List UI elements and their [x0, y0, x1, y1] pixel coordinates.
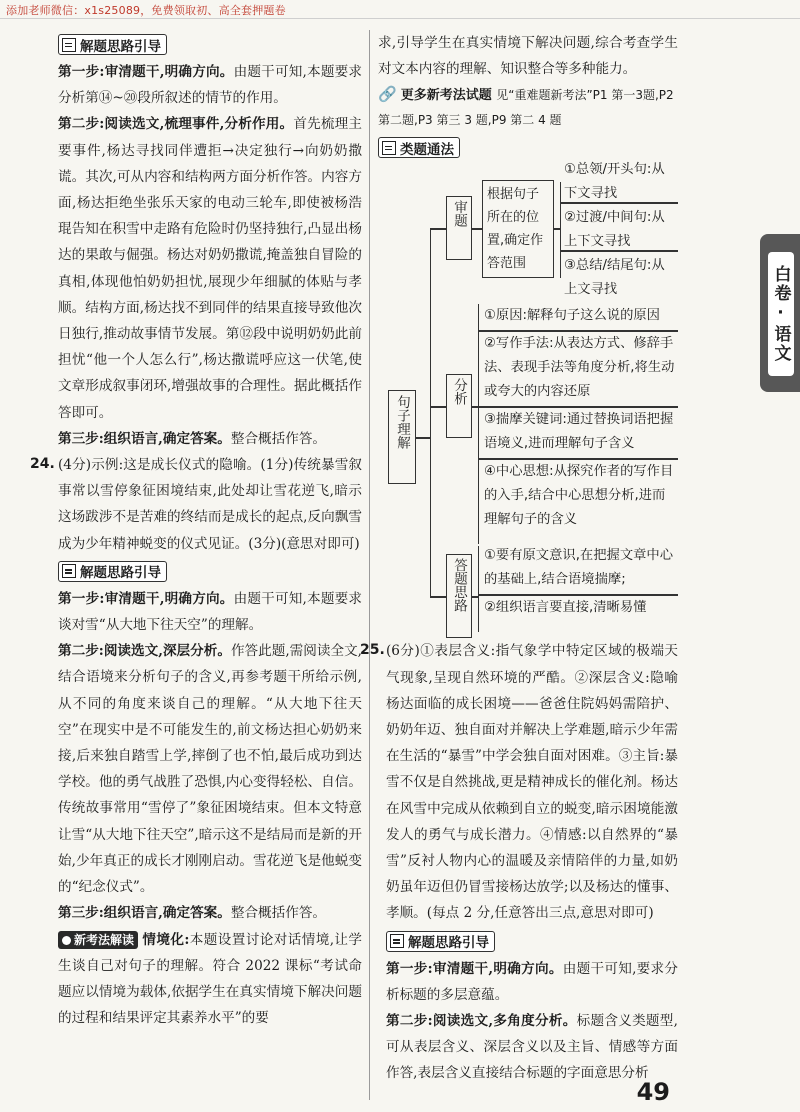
edit-icon	[62, 38, 76, 52]
more-exercises: 🔗 更多新考法试题 见“重难题新考法”P1 第一3题,P2 第二题,P3 第三 3 题,P9 第二 4 题	[378, 85, 674, 128]
watermark: 添加老师微信：x1s25089，免费领取初、高全套押题卷	[6, 4, 286, 17]
tag-label: 解题思路引导	[408, 935, 489, 952]
step-1: 第一步:审清题干,明确方向。由题干可知,要求分析标题的多层意蕴。	[386, 960, 679, 1003]
solution-guide-tag	[58, 561, 167, 582]
answer-25: (6分)①表层含义:指气象学中特定区域的极端天气现象,呈现自然环境的严酷。②深层含义:隐喻杨达面临的成长困境——爸爸住院妈妈需陪护、奶奶年迈、独自面对并解决上学难题,暗示少年需在生活的“暴雪”中学会独自面对困难。③主旨:暴雪不仅是自然挑战,更是精神成长的催化剂。杨达在风雪中完成从依赖到自立的蜕变,暗示困境能激发人的勇气与成长潜力。④情感:以自然界的“暴雪”反衬人物内心的温暖及亲情陪伴的力量,如奶奶虽年迈但仍冒雪接杨达放学;以及杨达的懂事、孝顺。(每点 2 分,任意答出三点,意思对即可)	[386, 643, 678, 922]
tag-label: 解题思路引导	[80, 38, 161, 55]
step-2: 第二步:阅读选文,多角度分析。标题含义类题型,可从表层含义、深层含义以及主旨、情感等方面作答,表层含义直接结合标题的字面意思分析	[386, 1013, 678, 1082]
question-number: 25.	[360, 642, 385, 659]
solution-guide-tag	[58, 34, 167, 55]
tree-branch-review: 审题	[446, 196, 472, 260]
tag-label: 解题思路引导	[80, 565, 161, 582]
new-method-tag: 新考法解读	[58, 931, 138, 949]
step-3: 第三步:组织语言,确定答案。整合概括作答。	[58, 430, 327, 447]
tree-item: ②组织语言要直接,清晰易懂	[484, 600, 647, 616]
question-25	[360, 638, 678, 926]
tree-item: ①原因:解释句子这么说的原因	[484, 308, 660, 324]
right-column	[360, 30, 679, 1087]
tree-item: ②写作手法:从表达方式、修辞手法、表现手法等角度分析,将生动或夸大的内容还原	[484, 336, 675, 400]
new-method-note: 新考法解读 情境化:本题设置讨论对话情境,让学生谈自己对句子的理解。符合 2022 课标“考试命题应以情境为载体,依据学生在真实情境下解决问题的过程和结果评定其素养水平”的要	[58, 931, 362, 1027]
step-2: 第二步:阅读选文,深层分析。作答此题,需阅读全文,结合语境来分析句子的含义,再参考题干所给示例,从不同的角度来谈自己的理解。“从大地下往天空”在现实中是不可能发生的,前文杨达担心奶奶来接,后来独自踏雪上学,摔倒了也不怕,最后成功到达学校。他的勇气战胜了恐惧,内心变得轻松、自信。传统故事常用“雪停了”象征困境结束。但本文特意让雪“从大地下往天空”,暗示这不是结局而是新的开始,少年真正的成长才刚刚启动。雪花逆飞是他蜕变的“纪念仪式”。	[58, 643, 362, 896]
continued-text: 求,引导学生在真实情境下解决问题,综合考查学生对文本内容的理解、知识整合等多种能力。	[378, 35, 678, 78]
method-tree	[378, 162, 678, 630]
top-rule	[0, 18, 800, 19]
method-tag	[378, 137, 460, 158]
tree-item: ③总结/结尾句:从上文寻找	[564, 258, 665, 298]
key-icon	[382, 141, 396, 155]
edit-icon	[390, 934, 404, 948]
left-column	[32, 30, 362, 1031]
tree-box-scope: 根据句子所在的位置,确定作答范围	[482, 180, 554, 278]
side-tab	[760, 234, 800, 392]
step-1: 第一步:审清题干,明确方向。由题干可知,本题要求谈对雪“从大地下往天空”的理解。	[58, 590, 363, 634]
tag-label: 类题通法	[400, 141, 454, 158]
link-icon: 🔗	[378, 85, 397, 104]
side-tab-label: 白卷·语文	[768, 252, 794, 376]
step-3: 第三步:组织语言,确定答案。整合概括作答。	[58, 905, 327, 922]
tree-item: ①要有原文意识,在把握文章中心的基础上,结合语境揣摩;	[484, 548, 674, 588]
tree-item: ①总领/开头句:从下文寻找	[564, 162, 665, 202]
answer-24: (4分)示例:这是成长仪式的隐喻。(1分)传统暴雪叙事常以雪停象征困境结束,此处却让雪花逆飞,暗示这场跋涉不是苦难的终结而是成长的起点,反向飘雪成为少年精神蜕变的仪式见证。(3分)(意思对即可)	[58, 457, 362, 552]
tree-item: ③揣摩关键词:通过替换词语把握语境义,进而理解句子含义	[484, 412, 674, 452]
tree-item: ②过渡/中间句:从上下文寻找	[564, 210, 665, 250]
edit-icon	[62, 564, 76, 578]
bulb-icon	[62, 936, 71, 945]
tree-branch-answer: 答题思路	[446, 554, 472, 638]
step-2: 第二步:阅读选文,梳理事件,分析作用。首先梳理主要事件,杨达寻找同伴遭拒→决定独行→向奶奶撒谎。其次,可从内容和结构两方面分析作答。内容方面,杨达拒绝坐张乐天家的电动三轮车,即使被杨浩琨告知在积雪中走路有危险时仍坚持独行,凸显出杨达的果敢与倔强。杨达对奶奶撒谎,掩盖独自冒险的真相,体现他怕奶奶担忧,展现少年细腻的体贴与孝顺。结构方面,杨达找不到同伴的结果直接导致他次日独行,推动故事情节发展。第⑫段中说明奶奶此前担忧“他一个人怎么行”,杨达撒谎呼应这一伏笔,使文章形成叙事闭环,增强故事的合理性。据此概括作答即可。	[58, 116, 363, 421]
step-1: 第一步:审清题干,明确方向。由题干可知,本题要求分析第⑭~⑳段所叙述的情节的作用。	[58, 64, 363, 107]
question-number: 24.	[30, 456, 55, 473]
tree-branch-analysis: 分析	[446, 374, 472, 438]
tree-item: ④中心思想:从探究作者的写作目的入手,结合中心思想分析,进而理解句子的含义	[484, 464, 674, 528]
page-number: 49	[636, 1078, 670, 1106]
column-divider	[369, 30, 370, 1100]
question-24	[32, 452, 362, 557]
solution-guide-tag	[386, 931, 495, 952]
tree-root: 句子理解	[388, 390, 416, 484]
